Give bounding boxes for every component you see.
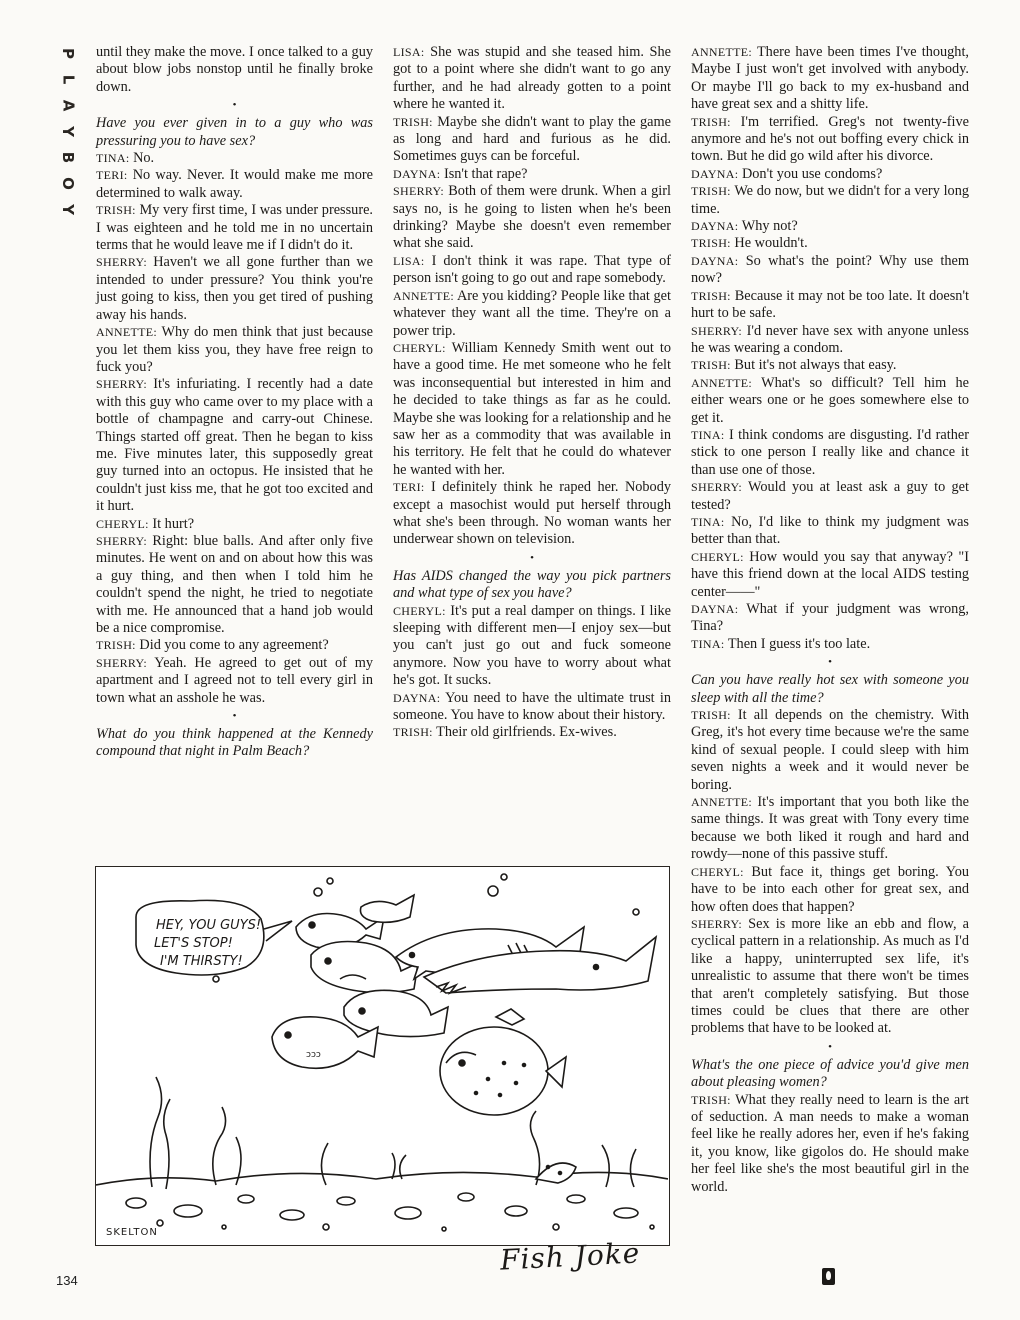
interview-answer bbox=[96, 44, 373, 96]
interview-question: What's the one piece of advice you'd give men about pleasing women? bbox=[691, 1056, 969, 1091]
interview-answer bbox=[96, 516, 373, 533]
speaker-name: SHERRY: bbox=[96, 655, 148, 670]
speaker-name: SHERRY: bbox=[96, 377, 148, 392]
speaker-name: TRISH: bbox=[393, 725, 433, 740]
answer-text: Sex is more like an ebb and flow, a cyclical pattern in a relationship. As much as I'd like a happy, uninterrupted sex life, it's unrealistic to assume that there won't be times that aren't completely satisfying. But those times could be clues that there are other problems that have to be looked at. bbox=[691, 915, 969, 1037]
answer-text: My very first time, I was under pressure. I was eighteen and he told me in no uncertain terms that he would leave me if I didn't do it. bbox=[96, 202, 374, 254]
speaker-name: TRISH: bbox=[691, 288, 731, 303]
speaker-name: SHERRY: bbox=[691, 323, 743, 338]
speaker-name: ANNETTE: bbox=[691, 795, 753, 810]
section-bullet: • bbox=[828, 1040, 832, 1053]
interview-answer bbox=[691, 357, 969, 374]
interview-answer bbox=[691, 375, 969, 427]
speech-line-3: I'M THIRSTY! bbox=[160, 954, 243, 969]
interview-answer bbox=[96, 324, 373, 376]
interview-question: Has AIDS changed the way you pick partners and what type of sex you have? bbox=[393, 567, 671, 602]
fish-school bbox=[272, 895, 448, 1068]
answer-text: What they really need to learn is the art of seduction. A man needs to make a woman feel like he really adores her, even if he's faking it, you know, like gigolos do. He should make her feel like she's the most beautiful girl in the world. bbox=[691, 1091, 969, 1195]
text-column-2 bbox=[393, 44, 671, 742]
speaker-name: TINA: bbox=[691, 636, 725, 651]
answer-text: Isn't that rape? bbox=[443, 165, 528, 182]
interview-answer bbox=[691, 636, 969, 653]
masthead-letter: A bbox=[58, 99, 77, 113]
answer-text: Why do men think that just because you let them kiss you, they have free reign to fuck you? bbox=[96, 324, 373, 375]
interview-answer bbox=[691, 794, 969, 864]
interview-answer bbox=[393, 690, 671, 725]
speaker-name: CHERYL: bbox=[691, 549, 744, 564]
speaker-name: TINA: bbox=[691, 427, 725, 442]
answer-text: It's important that you both like the same things. It was great with Tony every time because we both liked it rough and hard and rowdy—none of this passive stuff. bbox=[691, 794, 969, 863]
speaker-name: ANNETTE: bbox=[96, 325, 158, 340]
section-bullet: • bbox=[828, 656, 832, 669]
interview-answer bbox=[393, 340, 671, 479]
speaker-name: CHERYL: bbox=[393, 340, 446, 355]
interview-answer bbox=[691, 601, 969, 636]
speaker-name: CHERYL: bbox=[691, 864, 744, 879]
text-column-1 bbox=[96, 44, 373, 761]
answer-text: You need to have the ultimate trust in someone. You have to know about their history. bbox=[393, 689, 671, 724]
interview-answer bbox=[691, 235, 969, 252]
section-bullet: • bbox=[232, 710, 237, 723]
answer-text: Right: blue balls. And after only five minutes. He went on and on about how this was a guy thing, and then when I told him he couldn't spend the night, he tried to negotiate with me. He announced that a hand job would be a nice compromise. bbox=[96, 532, 373, 636]
interview-answer bbox=[393, 253, 671, 288]
speaker-name: DAYNA: bbox=[691, 253, 739, 268]
speech-line-2: LET'S STOP! bbox=[154, 936, 233, 951]
interview-answer bbox=[393, 114, 671, 166]
answer-text: No way. Never. It would make me more determined to walk away. bbox=[96, 167, 373, 201]
svg-text:ɔɔɔ: ɔɔɔ bbox=[306, 1050, 321, 1060]
answer-text: I definitely think he raped her. Nobody except a masochist would put herself through what she's been through. No woman wants her underwear shown on television. bbox=[393, 479, 672, 548]
interview-answer bbox=[393, 603, 671, 690]
answer-text: Haven't we all gone further than we intended to under pressure? You think you're just going to kiss, then you get tired of pushing away his hands. bbox=[96, 254, 373, 323]
masthead-letter: P bbox=[59, 48, 77, 60]
answer-text: It's put a real damper on things. I like sleeping with different men—I enjoy sex—but you can't just go out and fuck someone anymore. Now you have to worry about what he's got. It sucks. bbox=[393, 602, 671, 689]
answer-text: How would you say that anyway? "I have this friend down at the local AIDS testing center——" bbox=[691, 548, 969, 600]
interview-question: Can you have really hot sex with someone you sleep with all the time? bbox=[691, 672, 969, 706]
speaker-name: TRISH: bbox=[96, 638, 136, 653]
answer-text: until they make the move. I once talked to a guy about blow jobs nonstop until he finally broke down. bbox=[96, 44, 373, 95]
speaker-name: TRISH: bbox=[691, 358, 731, 373]
answer-text: Don't you use condoms? bbox=[741, 165, 883, 182]
answer-text: It all depends on the chemistry. With Greg, it's hot every time because we're the same kind of sexual people. I could sleep with him seven nights a week and it would never be boring. bbox=[691, 707, 969, 793]
interview-answer bbox=[691, 916, 969, 1038]
speaker-name: ANNETTE: bbox=[691, 45, 753, 59]
answer-text: He wouldn't. bbox=[734, 235, 808, 252]
speaker-name: TINA: bbox=[96, 151, 130, 166]
answer-text: But face it, things get boring. You have to be into each other for great sex, and how often does that happen? bbox=[691, 863, 969, 915]
interview-answer bbox=[393, 479, 671, 549]
speaker-name: DAYNA: bbox=[393, 166, 441, 181]
masthead-letter: Y bbox=[59, 126, 77, 138]
sea-floor bbox=[96, 1163, 668, 1231]
speaker-name: ANNETTE: bbox=[393, 288, 455, 303]
speaker-name: TERI: bbox=[393, 480, 425, 495]
speaker-name: SHERRY: bbox=[96, 255, 148, 270]
interview-answer bbox=[96, 202, 373, 254]
answer-text: Why not? bbox=[741, 218, 798, 235]
speaker-name: TRISH: bbox=[691, 184, 731, 199]
interview-answer bbox=[691, 479, 969, 514]
answer-text: She was stupid and she teased him. She got to a point where she didn't want to go any further, and he had already gotten to a point where he wanted it. bbox=[393, 44, 671, 113]
answer-text: It's infuriating. I recently had a date with this guy who came over to my place with a bottle of champagne and carry-out Chinese. Things started off great. Then he began to kiss me. Five minutes later, this supposedly great guy turned into an octopus. He insisted that he couldn't just kiss me, that he got too excited and it hurt. bbox=[96, 376, 374, 515]
speaker-name: CHERYL: bbox=[393, 603, 446, 618]
interview-answer bbox=[691, 323, 969, 358]
speaker-name: TRISH: bbox=[96, 203, 136, 218]
answer-text: Then I guess it's too late. bbox=[727, 635, 871, 652]
cartoonist-signature: SKELTON bbox=[106, 1227, 158, 1238]
interview-answer bbox=[96, 655, 373, 707]
answer-text: But it's not always that easy. bbox=[734, 357, 897, 374]
interview-question: What do you think happened at the Kennedy compound that night in Palm Beach? bbox=[96, 726, 373, 760]
speaker-name: ANNETTE: bbox=[691, 375, 753, 390]
section-bullet: • bbox=[530, 551, 534, 564]
speaker-name: TRISH: bbox=[691, 114, 731, 129]
page-number: 134 bbox=[56, 1273, 78, 1288]
answer-text: It hurt? bbox=[152, 515, 195, 532]
answer-text: Yeah. He agreed to get out of my apartment and I agreed not to tell every girl in town what an asshole he was. bbox=[96, 654, 373, 706]
answer-text: William Kennedy Smith went out to have a good time. He met someone who he felt was inconsequential but interested in him and he decided to take things as far as he could. Maybe she was looking for a relationship and he saw her as a commodity that was available in his territory. He felt that he could do whatever he wanted with her. bbox=[393, 339, 671, 478]
answer-text: Because it may not be too late. It doesn't hurt to be safe. bbox=[691, 287, 969, 322]
interview-answer bbox=[393, 166, 671, 183]
answer-text: We do now, but we didn't for a very long time. bbox=[691, 183, 969, 217]
speaker-name: SHERRY: bbox=[393, 184, 445, 199]
speaker-name: TINA: bbox=[691, 514, 725, 529]
interview-answer bbox=[691, 114, 969, 166]
answer-text: Maybe she didn't want to play the game as long and hard and furious as he did. Sometimes guys can be forceful. bbox=[393, 113, 671, 165]
text-column-3 bbox=[691, 44, 969, 1196]
answer-text: No, I'd like to think my judgment was better than that. bbox=[691, 513, 969, 548]
interview-answer bbox=[691, 427, 969, 479]
interview-answer bbox=[691, 707, 969, 794]
answer-text: There have been times I've thought, Maybe I just won't get involved with anybody. Or maybe I'll go back to my ex-husband and have great sex and a shitty life. bbox=[691, 44, 969, 113]
interview-answer bbox=[691, 218, 969, 235]
speaker-name: SHERRY: bbox=[691, 480, 743, 495]
speaker-name: DAYNA: bbox=[691, 219, 739, 234]
answer-text: So what's the point? Why use them now? bbox=[691, 252, 970, 287]
masthead-letter: L bbox=[59, 74, 77, 86]
answer-text: I think condoms are disgusting. I'd rather stick to one person I really like and chance it than use one of those. bbox=[691, 426, 970, 478]
interview-answer bbox=[691, 44, 969, 114]
interview-answer bbox=[96, 533, 373, 637]
speech-bubble bbox=[136, 900, 292, 975]
interview-answer bbox=[691, 549, 969, 601]
speech-line-1: HEY, YOU GUYS! bbox=[156, 918, 262, 933]
speaker-name: LISA: bbox=[393, 253, 425, 268]
answer-text: Would you at least ask a guy to get tested? bbox=[691, 479, 969, 513]
answer-text: What's so difficult? Tell him he either wears one or he goes somewhere else to get it. bbox=[691, 374, 969, 426]
answer-text: Their old girlfriends. Ex-wives. bbox=[436, 724, 617, 741]
rabbit-end-mark-icon bbox=[822, 1268, 835, 1285]
interview-answer bbox=[691, 253, 969, 288]
speaker-name: DAYNA: bbox=[691, 166, 739, 181]
answer-text: I don't think it was rape. That type of person isn't going to go out and rape somebody. bbox=[393, 252, 671, 287]
puffer-fish bbox=[440, 1027, 566, 1115]
interview-answer bbox=[691, 864, 969, 916]
interview-answer bbox=[96, 150, 373, 167]
interview-question: Have you ever given in to a guy who was pressuring you to have sex? bbox=[96, 115, 373, 149]
interview-answer bbox=[691, 288, 969, 323]
masthead-letter: B bbox=[59, 151, 77, 165]
interview-answer bbox=[96, 376, 373, 515]
sharks bbox=[396, 927, 656, 1025]
speaker-name: TRISH: bbox=[691, 708, 731, 723]
masthead-letter: Y bbox=[59, 204, 77, 216]
answer-text: Both of them were drunk. When a girl says no, is he going to listen when he's been drinking? Maybe she doesn't even remember what she said. bbox=[393, 183, 672, 252]
interview-answer bbox=[691, 183, 969, 218]
speaker-name: LISA: bbox=[393, 45, 425, 59]
speaker-name: CHERYL: bbox=[96, 516, 149, 531]
speaker-name: SHERRY: bbox=[691, 916, 743, 931]
answer-text: Are you kidding? People like that get whatever they want all the time. They're on a power trip. bbox=[393, 287, 672, 339]
answer-text: No. bbox=[133, 150, 155, 167]
playboy-masthead bbox=[56, 44, 80, 220]
answer-text: What if your judgment was wrong, Tina? bbox=[691, 601, 969, 635]
speaker-name: DAYNA: bbox=[691, 602, 739, 616]
answer-text: I'm terrified. Greg's not twenty-five anymore and he's not out boffing every chick in town. But he did go wild after his divorce. bbox=[691, 113, 969, 165]
masthead-letter: O bbox=[58, 177, 77, 191]
interview-answer bbox=[691, 514, 969, 549]
interview-answer bbox=[691, 1092, 969, 1196]
speaker-name: DAYNA: bbox=[393, 690, 441, 705]
speaker-name: TRISH: bbox=[691, 236, 731, 251]
interview-answer bbox=[96, 167, 373, 202]
interview-answer bbox=[96, 254, 373, 324]
answer-text: I'd never have sex with anyone unless he was wearing a condom. bbox=[691, 322, 969, 356]
speaker-name: SHERRY: bbox=[96, 533, 148, 548]
interview-answer bbox=[393, 724, 671, 741]
interview-answer bbox=[393, 183, 671, 253]
speaker-name: TRISH: bbox=[393, 114, 433, 129]
interview-answer bbox=[393, 288, 671, 340]
interview-answer bbox=[393, 44, 671, 114]
section-bullet: • bbox=[232, 99, 237, 112]
speaker-name: TRISH: bbox=[691, 1092, 731, 1107]
interview-answer bbox=[691, 166, 969, 183]
cartoon-caption: Fish Joke bbox=[499, 1236, 642, 1277]
speaker-name: TERI: bbox=[96, 168, 128, 183]
interview-answer bbox=[96, 637, 373, 654]
cartoon-illustration bbox=[95, 866, 670, 1246]
answer-text: Did you come to any agreement? bbox=[139, 637, 329, 654]
